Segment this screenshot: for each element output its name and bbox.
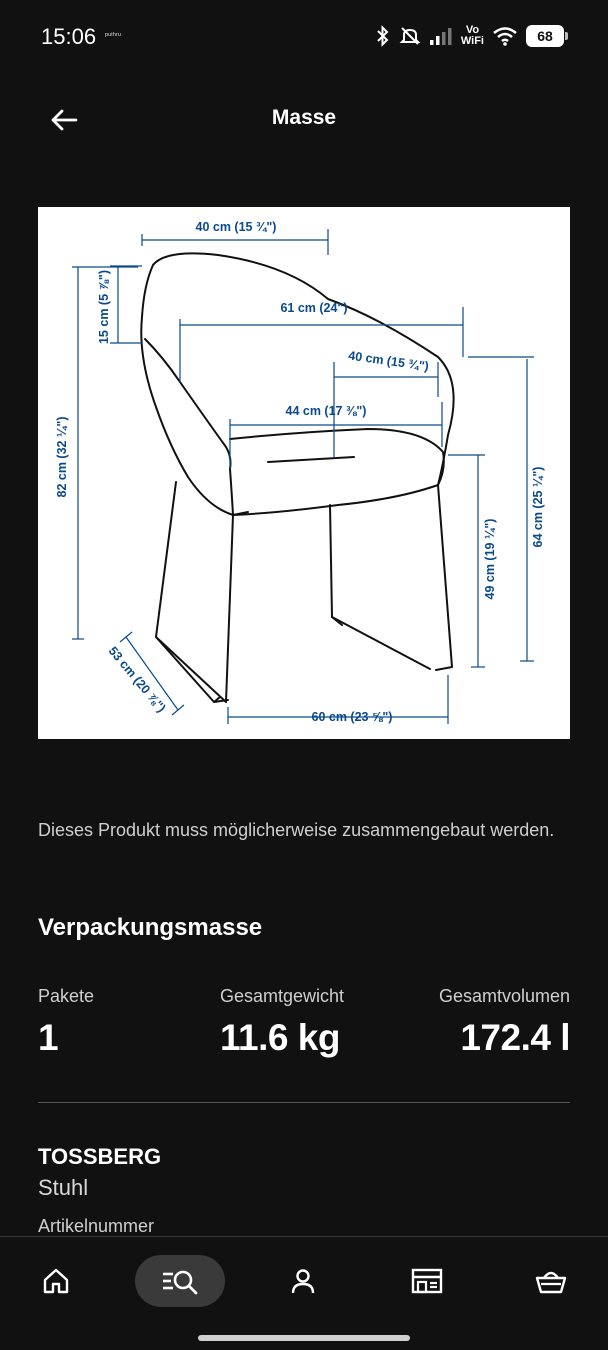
chair-outline: [141, 253, 453, 702]
page-title: Masse: [271, 106, 337, 129]
dim-base-width: 60 cm (23 ⅝"): [311, 710, 393, 724]
dimension-diagram: [38, 207, 570, 739]
battery-indicator: 68: [526, 25, 564, 47]
dim-depth: 53 cm (20 ⅞"): [105, 643, 169, 715]
product-name: TOSSBERG: [38, 1144, 162, 1169]
stat-packages: [38, 986, 94, 1059]
store-icon: [410, 1266, 444, 1296]
mute-bell-icon: [399, 25, 421, 47]
dim-seat-depth: 40 cm (15 ¾"): [347, 348, 430, 374]
status-icons: [375, 22, 564, 50]
nav-store[interactable]: [382, 1255, 472, 1307]
dim-total-height: 82 cm (32 ¼"): [55, 416, 69, 498]
nav-profile[interactable]: [258, 1255, 348, 1307]
stat-label: Gesamtvolumen: [438, 986, 570, 1006]
stat-value: 1: [38, 1017, 59, 1058]
home-icon: [41, 1266, 71, 1296]
vowifi-indicator: Vo WiFi: [460, 24, 484, 47]
stat-label: Pakete: [38, 986, 95, 1006]
profile-icon: [288, 1266, 318, 1296]
bluetooth-icon: [375, 25, 391, 47]
bottom-navigation: [0, 1236, 608, 1350]
dim-seat-height: 49 cm (19 ¼"): [483, 518, 497, 600]
stat-total-volume: [439, 986, 570, 1059]
dim-armrest-floor-height: 64 cm (25 ¼"): [531, 466, 545, 548]
dim-top-width: 40 cm (15 ¾"): [195, 220, 277, 234]
nav-search-browse[interactable]: [135, 1255, 225, 1307]
article-number-label: Artikelnummer: [38, 1216, 155, 1236]
status-bar: [0, 0, 608, 72]
app-header: [0, 84, 608, 154]
signal-icon: [429, 26, 453, 46]
basket-icon: [534, 1266, 568, 1296]
stat-value: 11.6 kg: [220, 1017, 340, 1058]
nav-home[interactable]: [11, 1255, 101, 1307]
chair-dimension-drawing: [38, 207, 570, 739]
status-app-label: ᵖᵘᵗʰʳᵘ: [105, 31, 121, 40]
section-divider: [38, 1102, 570, 1103]
wifi-icon: [492, 26, 518, 46]
stat-value: 172.4 l: [460, 1017, 570, 1058]
packaging-heading: Verpackungsmasse: [38, 914, 263, 941]
stat-total-weight: [220, 986, 344, 1059]
stat-label: Gesamtgewicht: [220, 986, 345, 1006]
product-type: Stuhl: [38, 1175, 89, 1200]
assembly-note: Dieses Produkt muss möglicherweise zusammengebaut werden.: [38, 820, 555, 840]
dim-armrest-height: 15 cm (5 ⅞"): [97, 269, 111, 345]
dim-seat-width: 44 cm (17 ⅜"): [285, 404, 367, 418]
status-time: 15:06: [41, 24, 97, 49]
search-browse-icon: [160, 1266, 200, 1296]
dim-total-width: 61 cm (24"): [280, 301, 348, 315]
system-home-indicator[interactable]: [198, 1335, 410, 1341]
nav-basket[interactable]: [506, 1255, 596, 1307]
